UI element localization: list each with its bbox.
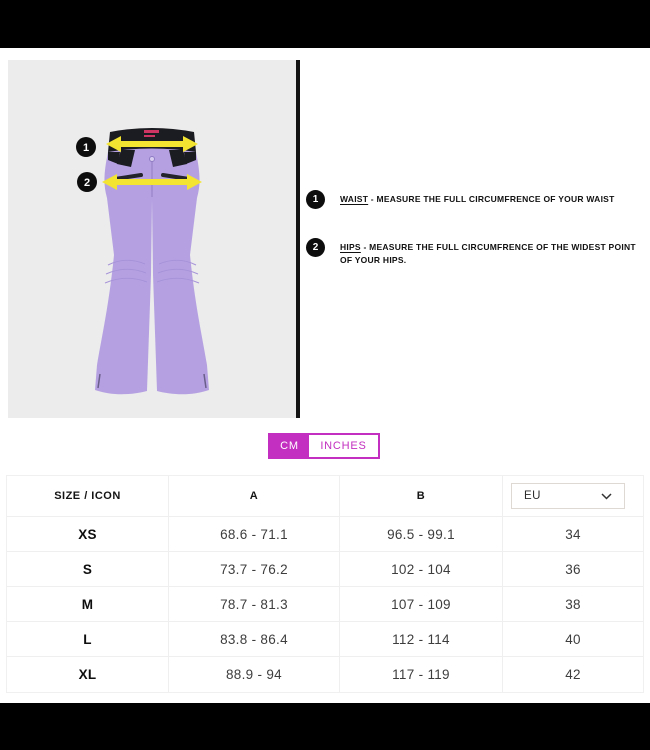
header-size-icon: SIZE / ICON [7, 476, 169, 516]
size-cell: M [7, 587, 169, 621]
table-row [7, 587, 643, 622]
size-table [6, 475, 644, 693]
table-row [7, 517, 643, 552]
a-cell: 83.8 - 86.4 [169, 622, 340, 656]
definition-1-body: - MEASURE THE FULL CIRCUMFRENCE OF YOUR WAIST [370, 194, 615, 204]
b-cell: 107 - 109 [340, 587, 503, 621]
eu-cell: 40 [565, 631, 581, 647]
size-cell: XL [7, 657, 169, 692]
size-cell: L [7, 622, 169, 656]
region-dropdown[interactable] [511, 483, 625, 509]
b-cell: 112 - 114 [340, 622, 503, 656]
definition-2-term: HIPS [340, 242, 361, 252]
definition-waist [306, 190, 615, 209]
table-row [7, 657, 643, 692]
size-cell: XS [7, 517, 169, 551]
marker-1-badge [76, 137, 96, 157]
pants-diagram-image [8, 60, 296, 418]
table-row [7, 552, 643, 587]
b-cell: 117 - 119 [340, 657, 503, 692]
header-region-cell [503, 476, 643, 516]
definition-hips [306, 238, 638, 267]
eu-cell: 34 [565, 526, 581, 542]
waist-button [150, 157, 155, 162]
table-header-row [7, 476, 643, 517]
table-row [7, 622, 643, 657]
svg-text:1: 1 [82, 142, 90, 154]
eu-cell: 36 [565, 561, 581, 577]
definition-2-text [340, 238, 638, 267]
a-cell: 88.9 - 94 [169, 657, 340, 692]
a-cell: 78.7 - 81.3 [169, 587, 340, 621]
eu-cell: 38 [565, 596, 581, 612]
definition-1-badge: 1 [306, 190, 325, 209]
top-black-bar [0, 0, 650, 48]
unit-toggle [268, 433, 380, 459]
chevron-down-icon [601, 493, 612, 500]
b-cell: 102 - 104 [340, 552, 503, 586]
definition-2-body: - MEASURE THE FULL CIRCUMFRENCE OF THE WIDEST POINT OF YOUR HIPS. [340, 242, 636, 265]
svg-text:2: 2 [83, 177, 91, 189]
size-cell: S [7, 552, 169, 586]
header-b: B [340, 476, 503, 516]
bottom-black-bar [0, 703, 650, 750]
inches-toggle-button[interactable]: INCHES [309, 435, 378, 457]
marker-2-badge [77, 172, 97, 192]
definition-1-term: WAIST [340, 194, 369, 204]
header-a: A [169, 476, 340, 516]
b-cell: 96.5 - 99.1 [340, 517, 503, 551]
definition-2-badge: 2 [306, 238, 325, 257]
a-cell: 73.7 - 76.2 [169, 552, 340, 586]
eu-cell: 42 [565, 667, 581, 682]
definition-1-text [340, 190, 615, 206]
pants-diagram-panel [8, 60, 296, 418]
panel-divider [296, 60, 300, 418]
region-dropdown-value: EU [524, 490, 541, 502]
a-cell: 68.6 - 71.1 [169, 517, 340, 551]
cm-toggle-button[interactable]: CM [270, 435, 309, 457]
